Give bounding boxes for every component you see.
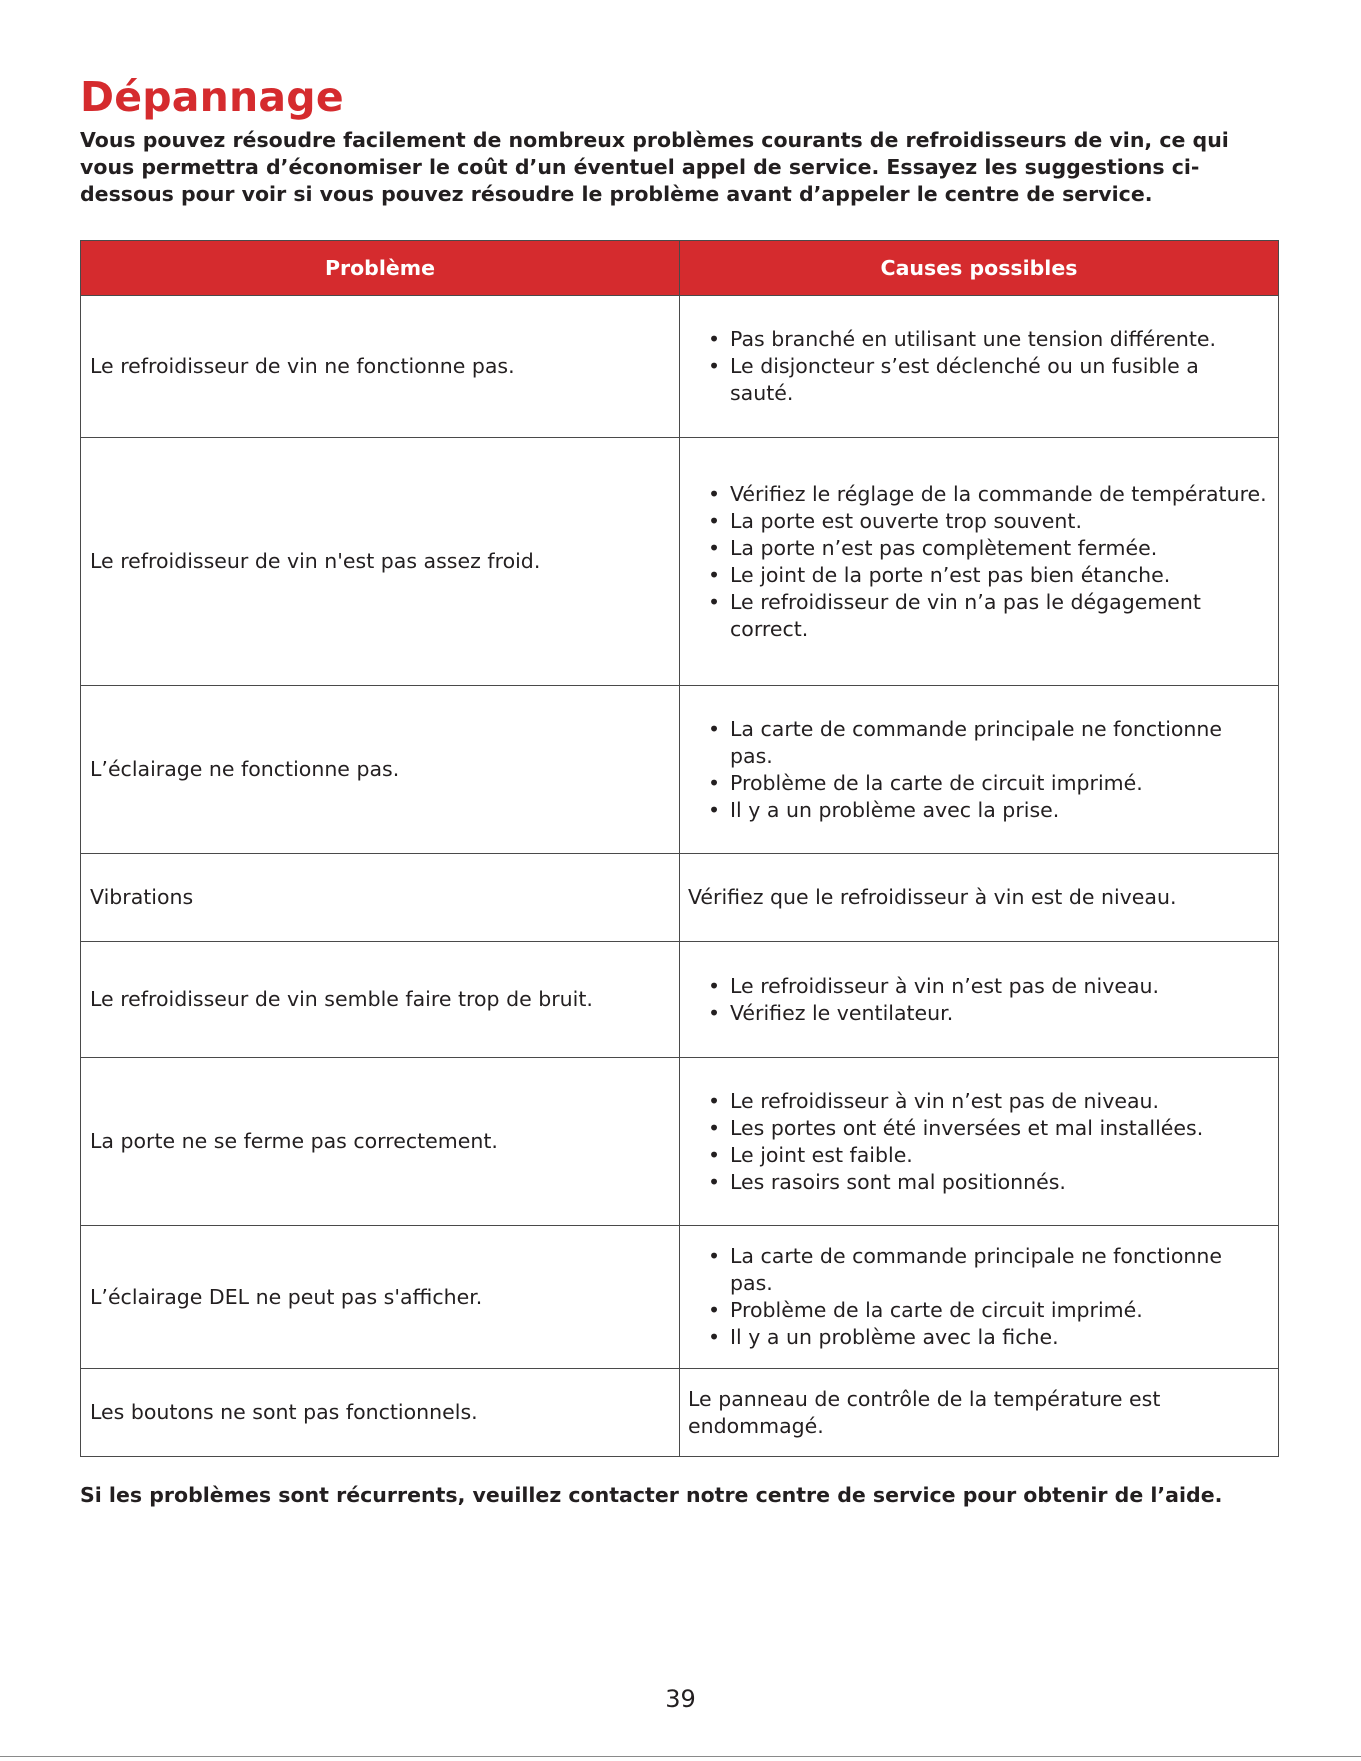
table-row <box>81 296 1279 438</box>
cause-item: • Le joint de la porte n’est pas bien étanche. <box>708 562 1268 589</box>
causes-cell <box>680 296 1279 438</box>
cause-item: • Il y a un problème avec la prise. <box>708 797 1268 824</box>
causes-cell <box>680 1058 1279 1226</box>
problem-cell: Le refroidisseur de vin semble faire trop de bruit. <box>81 942 680 1058</box>
table-row <box>81 438 1279 686</box>
causes-list <box>688 973 1268 1027</box>
cause-item: • Le refroidisseur de vin n’a pas le dégagement correct. <box>708 589 1268 643</box>
problem-cell: La porte ne se ferme pas correctement. <box>81 1058 680 1226</box>
page-number: 39 <box>665 1685 696 1713</box>
causes-list <box>688 326 1268 407</box>
footer-note: Si les problèmes sont récurrents, veuillez contacter notre centre de service pour obtenir de l’aide. <box>80 1483 1223 1507</box>
causes-cell <box>680 438 1279 686</box>
cause-item: • Les rasoirs sont mal positionnés. <box>708 1169 1268 1196</box>
causes-list <box>688 1088 1268 1196</box>
bottom-rule <box>0 1756 1361 1757</box>
causes-list <box>688 481 1268 643</box>
cause-item: • Le refroidisseur à vin n’est pas de niveau. <box>708 1088 1268 1115</box>
header-problem: Problème <box>81 241 680 296</box>
intro-paragraph: Vous pouvez résoudre facilement de nombreux problèmes courants de refroidisseurs de vin, ce qui vous permettra d’économiser le coût d’un éventuel appel de service. Essayez les suggestions ci-dessous pour voir si vous pouvez résoudre le problème avant d’appeler le centre de service. <box>80 128 1229 206</box>
table-row <box>81 1058 1279 1226</box>
problem-cell: L’éclairage ne fonctionne pas. <box>81 686 680 854</box>
cause-item: • Problème de la carte de circuit imprimé. <box>708 1297 1268 1324</box>
table-header-row <box>81 241 1279 296</box>
cause-item: • La porte n’est pas complètement fermée. <box>708 535 1268 562</box>
cause-item: • Problème de la carte de circuit imprimé. <box>708 770 1268 797</box>
causes-cell <box>680 1226 1279 1369</box>
page-title: Dépannage <box>80 73 344 121</box>
cause-item: • Le joint est faible. <box>708 1142 1268 1169</box>
table-row <box>81 686 1279 854</box>
problem-cell: Le refroidisseur de vin ne fonctionne pas. <box>81 296 680 438</box>
cause-item: • Vérifiez le ventilateur. <box>708 1000 1268 1027</box>
causes-cell: Le panneau de contrôle de la température est endommagé. <box>680 1369 1279 1457</box>
problem-cell: L’éclairage DEL ne peut pas s'afficher. <box>81 1226 680 1369</box>
cause-item: • La porte est ouverte trop souvent. <box>708 508 1268 535</box>
cause-item: • Le refroidisseur à vin n’est pas de niveau. <box>708 973 1268 1000</box>
problem-cell: Les boutons ne sont pas fonctionnels. <box>81 1369 680 1457</box>
problem-cell: Vibrations <box>81 854 680 942</box>
cause-item: • Vérifiez le réglage de la commande de température. <box>708 481 1268 508</box>
cause-item: • Il y a un problème avec la fiche. <box>708 1324 1268 1351</box>
cause-item: • Le disjoncteur s’est déclenché ou un fusible a sauté. <box>708 353 1268 407</box>
cause-item: • Les portes ont été inversées et mal installées. <box>708 1115 1268 1142</box>
table-row <box>81 942 1279 1058</box>
header-causes: Causes possibles <box>680 241 1279 296</box>
table-row <box>81 854 1279 942</box>
causes-list <box>688 1243 1268 1351</box>
problem-cell: Le refroidisseur de vin n'est pas assez froid. <box>81 438 680 686</box>
table-row <box>81 1226 1279 1369</box>
cause-item: • La carte de commande principale ne fonctionne pas. <box>708 716 1268 770</box>
causes-cell: Vérifiez que le refroidisseur à vin est de niveau. <box>680 854 1279 942</box>
table-row <box>81 1369 1279 1457</box>
causes-list <box>688 716 1268 824</box>
causes-cell <box>680 686 1279 854</box>
cause-item: • La carte de commande principale ne fonctionne pas. <box>708 1243 1268 1297</box>
causes-cell <box>680 942 1279 1058</box>
cause-item: • Pas branché en utilisant une tension différente. <box>708 326 1268 353</box>
troubleshooting-table <box>80 240 1279 1457</box>
